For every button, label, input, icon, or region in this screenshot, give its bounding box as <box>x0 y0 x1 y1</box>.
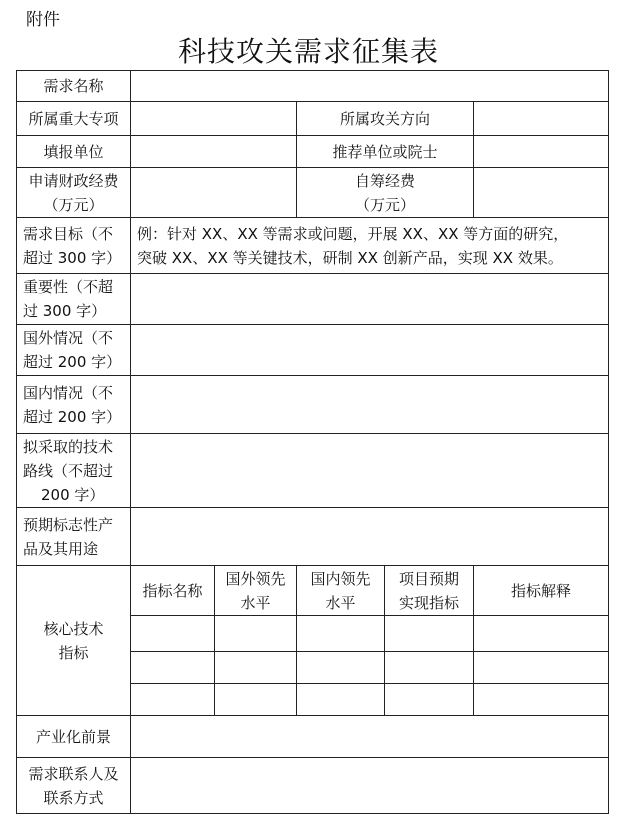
major-project-label: 所属重大专项 <box>17 102 131 136</box>
industrial-field[interactable] <box>131 716 609 758</box>
industrial-label: 产业化前景 <box>17 716 131 758</box>
row-major-project <box>17 102 609 136</box>
reporting-unit-label: 填报单位 <box>17 136 131 168</box>
row-need-name <box>17 71 609 102</box>
importance-field[interactable] <box>131 274 609 325</box>
row-domestic-status <box>17 376 609 434</box>
row-foreign-status <box>17 325 609 376</box>
row-goal <box>17 218 609 274</box>
attachment-label: 附件 <box>26 10 60 30</box>
tackle-direction-field[interactable] <box>474 102 609 136</box>
row-industrial <box>17 716 609 758</box>
core-indicators-label: 核心技术 指标 <box>17 566 131 716</box>
indicator-cell[interactable] <box>131 616 215 652</box>
tech-route-field[interactable] <box>131 434 609 508</box>
indicator-cell[interactable] <box>215 652 297 684</box>
indicator-cell[interactable] <box>215 684 297 716</box>
indicator-cell[interactable] <box>385 652 474 684</box>
row-tech-route <box>17 434 609 508</box>
tech-route-label: 拟采取的技术 路线（不超过 200 字） <box>17 434 131 508</box>
indicator-cell[interactable] <box>297 616 385 652</box>
foreign-status-label: 国外情况（不 超过 200 字） <box>17 325 131 376</box>
fiscal-funding-label: 申请财政经费 （万元） <box>17 168 131 218</box>
page-title: 科技攻关需求征集表 <box>177 35 439 68</box>
major-project-field[interactable] <box>131 102 297 136</box>
self-funding-label: 自筹经费 （万元） <box>297 168 474 218</box>
self-funding-field[interactable] <box>474 168 609 218</box>
indicator-cell[interactable] <box>474 616 609 652</box>
indicator-cell[interactable] <box>474 652 609 684</box>
indicator-cell[interactable] <box>215 616 297 652</box>
indicator-cell[interactable] <box>131 652 215 684</box>
goal-label: 需求目标（不 超过 300 字） <box>17 218 131 274</box>
requirement-form-table <box>16 70 609 814</box>
recommender-label: 推荐单位或院士 <box>297 136 474 168</box>
row-reporting-unit <box>17 136 609 168</box>
indicator-cell[interactable] <box>385 616 474 652</box>
indicator-cell[interactable] <box>297 684 385 716</box>
contact-field[interactable] <box>131 758 609 814</box>
domestic-status-field[interactable] <box>131 376 609 434</box>
indicator-cell[interactable] <box>474 684 609 716</box>
recommender-field[interactable] <box>474 136 609 168</box>
explain-header: 指标解释 <box>474 566 609 616</box>
tackle-direction-label: 所属攻关方向 <box>297 102 474 136</box>
row-importance <box>17 274 609 325</box>
product-label: 预期标志性产 品及其用途 <box>17 508 131 566</box>
reporting-unit-field[interactable] <box>131 136 297 168</box>
indicator-cell[interactable] <box>297 652 385 684</box>
domestic-status-label: 国内情况（不 超过 200 字） <box>17 376 131 434</box>
row-core-indicators-header <box>17 566 609 616</box>
row-product <box>17 508 609 566</box>
row-funding <box>17 168 609 218</box>
foreign-status-field[interactable] <box>131 325 609 376</box>
indicator-name-header: 指标名称 <box>131 566 215 616</box>
foreign-lead-header: 国外领先 水平 <box>215 566 297 616</box>
product-field[interactable] <box>131 508 609 566</box>
fiscal-funding-field[interactable] <box>131 168 297 218</box>
goal-example-field[interactable]: 例：针对 XX、XX 等需求或问题，开展 XX、XX 等方面的研究， 突破 XX、XX 等关键技术，研制 XX 创新产品，实现 XX 效果。 <box>131 218 609 274</box>
expected-header: 项目预期 实现指标 <box>385 566 474 616</box>
need-name-field[interactable] <box>131 71 609 102</box>
contact-label: 需求联系人及 联系方式 <box>17 758 131 814</box>
need-name-label: 需求名称 <box>17 71 131 102</box>
indicator-cell[interactable] <box>385 684 474 716</box>
indicator-cell[interactable] <box>131 684 215 716</box>
row-contact <box>17 758 609 814</box>
domestic-lead-header: 国内领先 水平 <box>297 566 385 616</box>
importance-label: 重要性（不超 过 300 字） <box>17 274 131 325</box>
